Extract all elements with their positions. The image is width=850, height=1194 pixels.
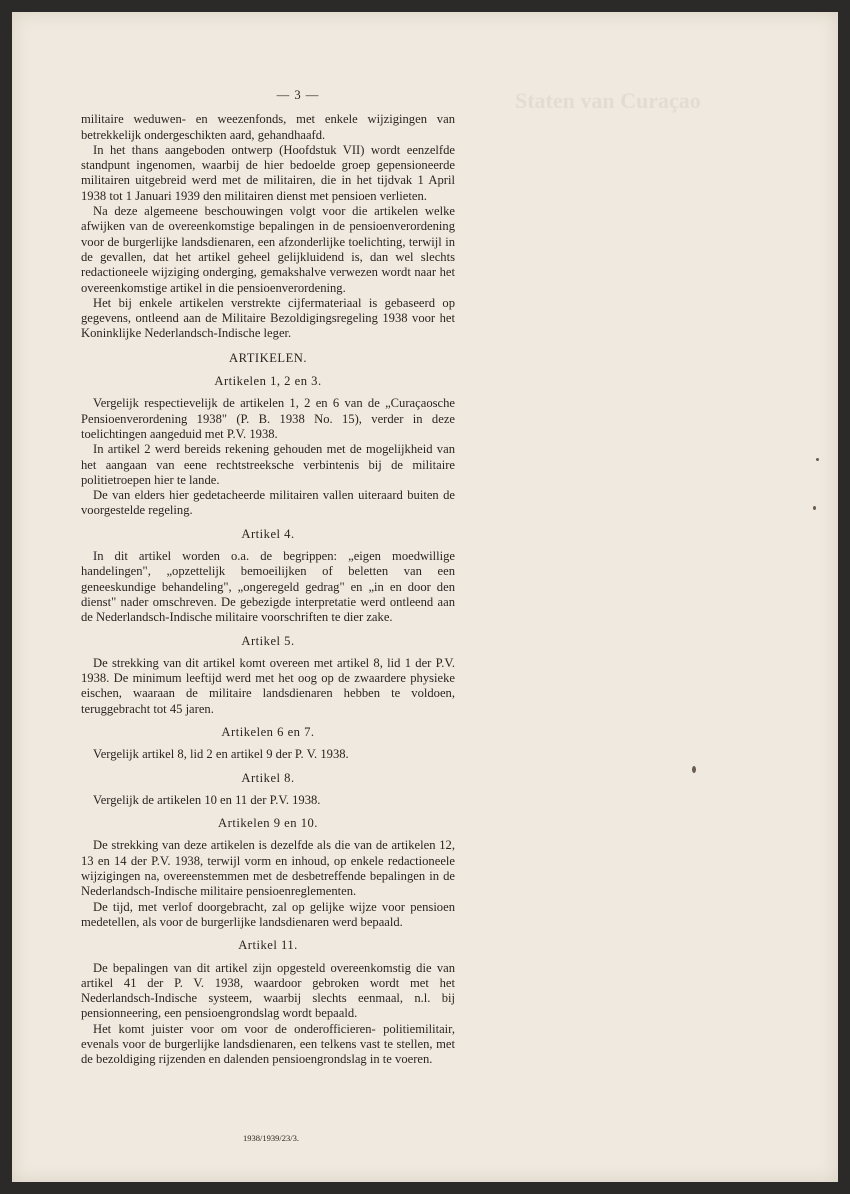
paragraph: De strekking van deze artikelen is dezelfde als die van de artikelen 12, 13 en 14 der P.V. 1938, terwijl vorm en inhoud, op enkele redactioneele wijzigingen na, overeenstemmen met de desbetreffende bepalingen in de Nederlandsch-Indische militaire pensioenreglementen. bbox=[81, 838, 455, 899]
article-heading: Artikel 4. bbox=[241, 526, 295, 541]
paper-speck bbox=[816, 458, 819, 461]
section-title: ARTIKELEN. bbox=[228, 350, 308, 365]
bleed-through-text: Staten van Curaçao bbox=[515, 88, 701, 113]
paragraph: De van elders hier gedetacheerde militairen vallen uiteraard buiten de voorgestelde regeling. bbox=[81, 488, 455, 518]
article-heading: Artikelen 1, 2 en 3. bbox=[214, 374, 322, 389]
article-heading: Artikelen 6 en 7. bbox=[221, 724, 315, 739]
paragraph: In dit artikel worden o.a. de begrippen: „eigen moedwillige handelingen", „opzettelijk bemoeilijken of beletten van een geneeskundige behandeling", „ongeregeld gedrag" en „in en door den dienst" nader omschreven. De gebezigde interpretatie werd ontleend aan de Nederlandsch-Indische militaire voorschriften te dier zake. bbox=[81, 549, 455, 625]
paragraph: Vergelijk artikel 8, lid 2 en artikel 9 der P. V. 1938. bbox=[93, 747, 349, 762]
paragraph: In artikel 2 werd bereids rekening gehouden met de mogelijkheid van het aangaan van eene rechtstreeksche verbintenis bij de militaire politietroepen hier te lande. bbox=[81, 442, 455, 487]
paragraph: Het komt juister voor om voor de onderofficieren- politiemilitair, evenals voor de burgerlijke landsdienaren, een telkens vast te stellen, met de bezoldiging rijzenden en dalenden pensioengrondslag in te voeren. bbox=[81, 1021, 455, 1067]
footer-code: 1938/1939/23/3. bbox=[243, 1133, 299, 1143]
article-heading: Artikelen 9 en 10. bbox=[218, 816, 318, 831]
paragraph: Na deze algemeene beschouwingen volgt voor die artikelen welke afwijken van de overeenkomstige bepalingen in de pensioenverordening voor de burgerlijke landsdienaren, een afzonderlijke toelichting, terwijl in de gevallen, dat het artikel geheel gelijkluidend is, dan wel slechts redactioneele wijziging onderging, gemakshalve verwezen wordt naar het overeenkomstige artikel in die pensioenverordening. bbox=[81, 204, 455, 295]
paragraph: De bepalingen van dit artikel zijn opgesteld overeenkomstig die van artikel 41 der P. V. 1938, waardoor gebroken wordt met het Nederlandsch-Indische systeem, waarbij slechts eenmaal, n.l. bij pensionneering, een pensioengrondslag wordt bepaald. bbox=[81, 960, 455, 1021]
paragraph: De tijd, met verlof doorgebracht, zal op gelijke wijze voor pensioen medetellen, als voor de burgerlijke landsdienaren werd bepaald. bbox=[81, 899, 455, 929]
paragraph: Het bij enkele artikelen verstrekte cijfermateriaal is gebaseerd op gegevens, ontleend aan de Militaire Bezoldigingsregeling 1938 voor het Koninklijke Nederlandsch-Indische leger. bbox=[81, 295, 455, 341]
article-heading: Artikel 5. bbox=[241, 633, 295, 648]
paragraph: militaire weduwen- en weezenfonds, met enkele wijzigingen van betrekkelijk ondergeschikten aard, gehandhaafd. bbox=[81, 112, 455, 142]
paper-speck bbox=[813, 506, 816, 510]
paragraph: Vergelijk respectievelijk de artikelen 1, 2 en 6 van de „Curaçaosche Pensioenverordening 1938" (P. B. 1938 No. 15), verder in deze toelichtingen aangeduid met P.V. 1938. bbox=[81, 396, 455, 441]
text-column bbox=[81, 88, 455, 1068]
page-number: — 3 — bbox=[276, 88, 320, 102]
paragraph: In het thans aangeboden ontwerp (Hoofdstuk VII) wordt eenzelfde standpunt ingenomen, waarbij de hier bedoelde groep gepensioneerde militairen uitgebreid werd met de militairen, die in het tijdvak 1 April 1938 tot 1 Januari 1939 den militairen dienst met pensioen verlieten. bbox=[81, 142, 455, 203]
paragraph: De strekking van dit artikel komt overeen met artikel 8, lid 1 der P.V. 1938. De minimum leeftijd werd met het oog op de zwaardere physieke eischen, waaraan de militaire landsdienaren hebben te voldoen, teruggebracht tot 45 jaren. bbox=[81, 655, 455, 716]
paper-speck bbox=[692, 766, 696, 773]
article-heading: Artikel 8. bbox=[241, 770, 295, 785]
paragraph: Vergelijk de artikelen 10 en 11 der P.V. 1938. bbox=[93, 792, 321, 807]
article-heading: Artikel 11. bbox=[238, 938, 298, 953]
